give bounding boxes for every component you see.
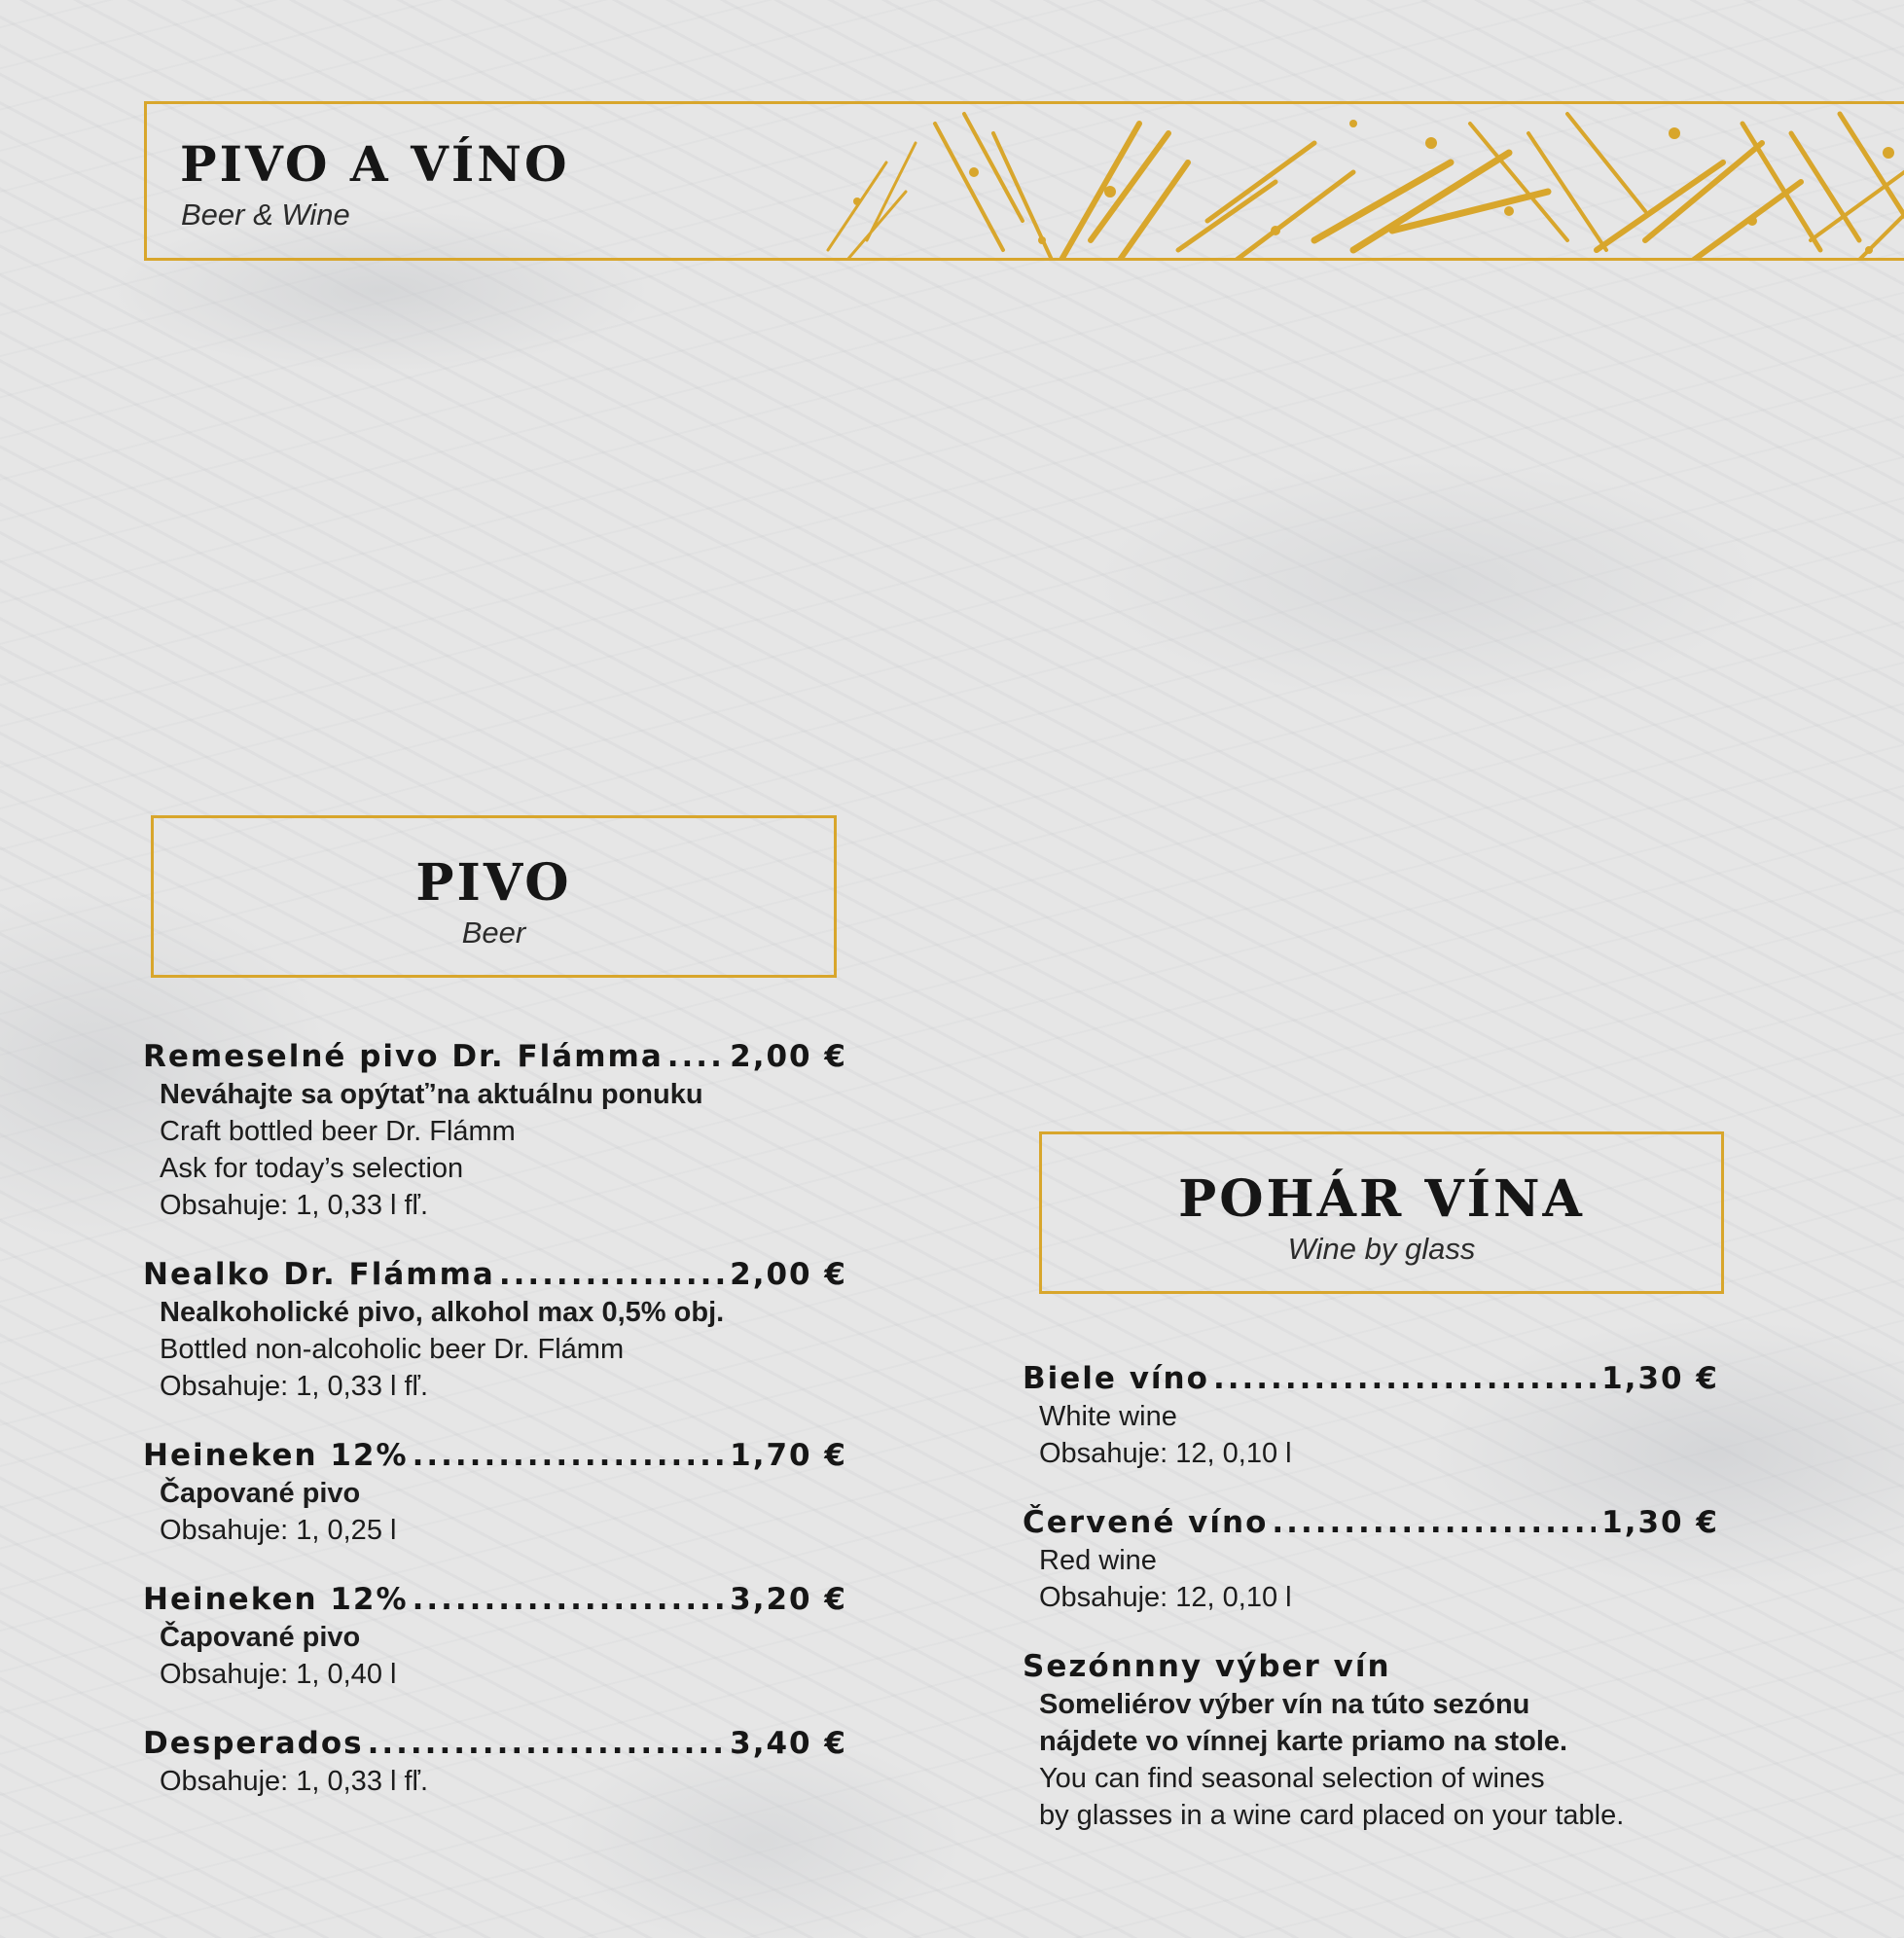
item-name: Nealko Dr. Flámma: [143, 1257, 495, 1292]
item-name: Červené víno: [1023, 1505, 1269, 1540]
wine-section-header: [1039, 1131, 1724, 1294]
item-contents: Obsahuje: 1, 0,40 l: [160, 1659, 397, 1690]
item-price: 3,20 €: [730, 1582, 847, 1617]
item-price: 2,00 €: [730, 1039, 847, 1074]
beer-section-title: PIVO: [415, 853, 572, 913]
beer-section-subtitle: Beer: [461, 915, 526, 950]
beer-section-header: [151, 815, 837, 978]
item-description-bold: Nealkoholické pivo, alkohol max 0,5% obj.: [160, 1297, 725, 1328]
item-name: Biele víno: [1023, 1361, 1209, 1396]
item-description: Bottled non-alcoholic beer Dr. Flámm: [160, 1334, 625, 1365]
item-description: Craft bottled beer Dr. Flámm: [160, 1116, 516, 1147]
item-description: by glasses in a wine card placed on your table.: [1039, 1800, 1625, 1831]
item-contents: Obsahuje: 1, 0,33 l fľ.: [160, 1190, 429, 1221]
gold-texture-decoration: [770, 104, 1904, 261]
item-description-bold: Someliérov výber vín na túto sezónu: [1039, 1689, 1530, 1720]
item-price: 1,70 €: [730, 1438, 847, 1473]
item-contents: Obsahuje: 12, 0,10 l: [1039, 1582, 1292, 1613]
item-name: Heineken 12%: [143, 1438, 409, 1473]
menu-item: [143, 1726, 847, 1800]
item-price: 1,30 €: [1601, 1361, 1719, 1396]
menu-item: [1023, 1649, 1719, 1834]
menu-item: [143, 1582, 847, 1693]
wine-section-title: POHÁR VÍNA: [1178, 1169, 1585, 1229]
item-description-bold: nájdete vo vínnej karte priamo na stole.: [1039, 1726, 1568, 1757]
wine-section-subtitle: Wine by glass: [1287, 1232, 1476, 1266]
menu-item: [143, 1438, 847, 1549]
item-name: Heineken 12%: [143, 1582, 409, 1617]
item-contents: Obsahuje: 1, 0,25 l: [160, 1515, 397, 1546]
dot-leader: [368, 1726, 725, 1761]
wine-menu-list: [1023, 1361, 1719, 1867]
item-price: 2,00 €: [730, 1257, 847, 1292]
item-description: You can find seasonal selection of wines: [1039, 1763, 1545, 1794]
header-banner: [144, 101, 1904, 261]
dot-leader: [1213, 1361, 1596, 1396]
dot-leader: [499, 1257, 724, 1292]
item-description-bold: Čapované pivo: [160, 1622, 361, 1653]
item-contents: Obsahuje: 1, 0,33 l fľ.: [160, 1766, 429, 1797]
dot-leader: [667, 1039, 724, 1074]
menu-item: [143, 1257, 847, 1405]
item-name: Remeselné pivo Dr. Flámma: [143, 1039, 664, 1074]
item-description: Red wine: [1039, 1545, 1157, 1576]
dot-leader: [413, 1438, 725, 1473]
beer-menu-list: [143, 1039, 847, 1833]
menu-item: [1023, 1361, 1719, 1472]
item-price: 3,40 €: [730, 1726, 847, 1761]
page-title: PIVO A VÍNO: [180, 135, 570, 193]
dot-leader: [413, 1582, 725, 1617]
item-price: 1,30 €: [1601, 1505, 1719, 1540]
item-description: Ask for today’s selection: [160, 1153, 464, 1184]
page-subtitle: Beer & Wine: [181, 197, 350, 232]
item-name: Desperados: [143, 1726, 364, 1761]
menu-item: [143, 1039, 847, 1224]
item-description-bold: Čapované pivo: [160, 1478, 361, 1509]
item-contents: Obsahuje: 1, 0,33 l fľ.: [160, 1371, 429, 1402]
item-contents: Obsahuje: 12, 0,10 l: [1039, 1438, 1292, 1469]
item-name: Sezónnny výber vín: [1023, 1649, 1391, 1684]
dot-leader: [1272, 1505, 1596, 1540]
menu-item: [1023, 1505, 1719, 1616]
item-description: White wine: [1039, 1401, 1177, 1432]
item-description-bold: Neváhajte sa opýtať’na aktuálnu ponuku: [160, 1079, 703, 1110]
